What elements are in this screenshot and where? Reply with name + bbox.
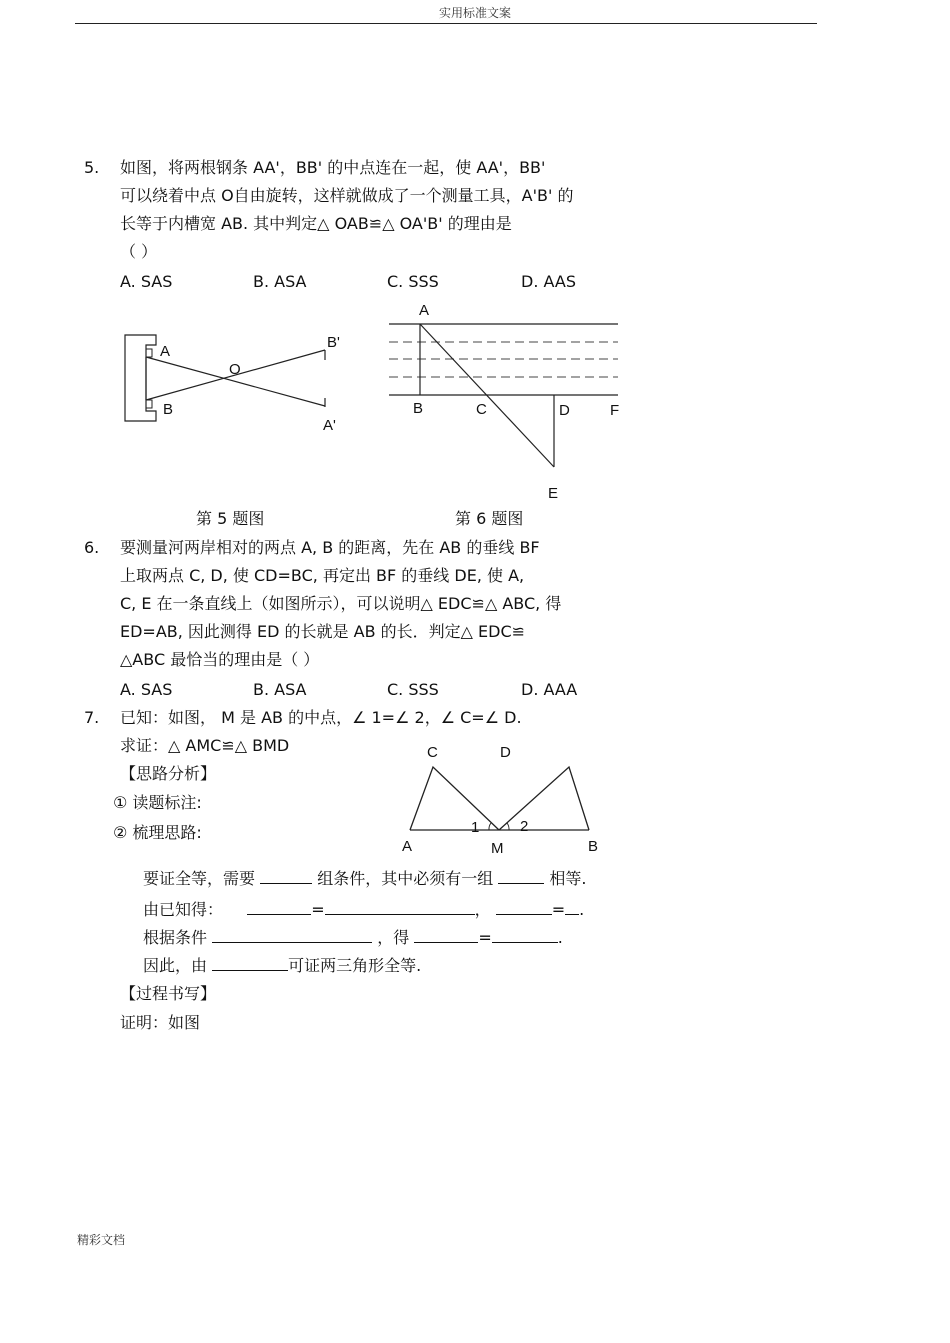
label-d: D — [500, 744, 511, 761]
label-a: A — [160, 343, 171, 360]
q6-line-3: C, E 在一条直线上（如图所示），可以说明△ EDC≌△ ABC, 得 — [120, 594, 562, 613]
q7-fill-line-1 — [143, 867, 587, 889]
q5-line-2: 可以绕着中点 O自由旋转，这样就做成了一个测量工具，A'B' 的 — [120, 186, 574, 205]
q7-figure — [395, 738, 610, 860]
blank-condition[interactable] — [212, 926, 372, 943]
q5-figure — [115, 325, 355, 440]
label-b: B — [163, 401, 174, 418]
blank-given-2-right[interactable] — [565, 898, 579, 915]
fill-3-text-a: 根据条件 — [143, 928, 208, 947]
blank-required-element[interactable] — [498, 867, 544, 884]
q5-option-a: A. SAS — [120, 272, 173, 291]
label-angle-2: 2 — [520, 818, 529, 835]
q7-prove: 求证：△ AMC≌△ BMD — [120, 736, 290, 755]
q6-figure — [380, 295, 635, 505]
q6-figure-caption: 第 6 题图 — [455, 509, 524, 528]
label-c: C — [427, 744, 438, 761]
label-c: C — [476, 401, 487, 418]
fill-2-text-a: 由已知得： — [143, 900, 224, 919]
q7-process-heading: 【过程书写】 — [120, 984, 217, 1003]
label-a: A — [402, 838, 413, 855]
q7-fill-line-2: 由已知得： = ， = . — [143, 900, 585, 919]
page-footer: 精彩文档 — [77, 1233, 126, 1247]
q6-option-c: C. SSS — [387, 680, 439, 699]
fill-4-text-b: 可证两三角形全等. — [288, 956, 422, 975]
label-o: O — [229, 361, 241, 378]
q5-option-c: C. SSS — [387, 272, 439, 291]
q5-number: 5. — [84, 158, 100, 177]
label-b: B — [413, 400, 424, 417]
fill-3-text-b: ，得 — [377, 928, 410, 947]
blank-result-right[interactable] — [492, 926, 558, 943]
q7-step-1: ① 读题标注: — [113, 793, 202, 812]
blank-given-2-left[interactable] — [496, 898, 552, 915]
label-b-prime: B' — [327, 334, 340, 351]
blank-condition-count[interactable] — [260, 867, 312, 884]
blank-given-1-left[interactable] — [247, 898, 311, 915]
q6-option-d: D. AAA — [521, 680, 578, 699]
q5-option-b: B. ASA — [253, 272, 307, 291]
fill-1-text-a: 要证全等，需要 — [143, 869, 256, 888]
q6-line-2: 上取两点 C, D, 使 CD=BC, 再定出 BF 的垂线 DE, 使 A, — [120, 566, 525, 585]
q5-figure-caption: 第 5 题图 — [196, 509, 265, 528]
label-angle-1: 1 — [471, 819, 480, 836]
q7-step-2: ② 梳理思路: — [113, 823, 202, 842]
label-a: A — [419, 302, 430, 319]
q7-analysis-heading: 【思路分析】 — [120, 764, 217, 783]
blank-result-left[interactable] — [414, 926, 478, 943]
q6-option-a: A. SAS — [120, 680, 173, 699]
label-a-prime: A' — [323, 417, 336, 434]
pin-a — [146, 349, 152, 357]
triangle-bmd — [499, 767, 589, 830]
triangle-amc — [410, 767, 499, 830]
q6-line-5: △ABC 最恰当的理由是（ ） — [120, 650, 320, 669]
q6-line-1: 要测量河两岸相对的两点 A, B 的距离，先在 AB 的垂线 BF — [120, 538, 540, 557]
label-d: D — [559, 402, 570, 419]
label-f: F — [610, 402, 620, 419]
angle-2-arc — [507, 823, 509, 830]
pin-b — [146, 400, 152, 408]
q5-line-4: （ ） — [120, 242, 158, 261]
q6-number: 6. — [84, 538, 100, 557]
header-rule — [75, 23, 817, 24]
fill-1-text-c: 相等. — [549, 869, 587, 888]
q7-fill-line-4 — [143, 954, 421, 976]
fill-4-text-a: 因此，由 — [143, 956, 208, 975]
label-b: B — [588, 838, 599, 855]
q6-option-b: B. ASA — [253, 680, 307, 699]
q5-option-d: D. AAS — [521, 272, 576, 291]
page-header: 实用标准文案 — [438, 6, 511, 20]
q7-proof-start: 证明：如图 — [120, 1013, 201, 1032]
q7-number: 7. — [84, 708, 100, 727]
q5-line-1: 如图，将两根钢条 AA'，BB' 的中点连在一起，使 AA'，BB' — [120, 158, 546, 177]
label-m: M — [491, 840, 504, 857]
q7-given: 已知：如图， M 是 AB 的中点，∠ 1=∠ 2，∠ C=∠ D. — [120, 708, 522, 727]
blank-theorem[interactable] — [212, 954, 288, 971]
blank-given-1-right[interactable] — [325, 898, 475, 915]
label-e: E — [548, 485, 559, 502]
fill-1-text-b: 组条件，其中必须有一组 — [317, 869, 494, 888]
q7-fill-line-3: 根据条件 ，得 = . — [143, 928, 563, 947]
angle-1-arc — [489, 823, 491, 830]
q5-line-3: 长等于内槽宽 AB. 其中判定△ OAB≌△ OA'B' 的理由是 — [120, 214, 512, 233]
q6-line-4: ED=AB, 因此测得 ED 的长就是 AB 的长．判定△ EDC≌ — [120, 622, 526, 641]
